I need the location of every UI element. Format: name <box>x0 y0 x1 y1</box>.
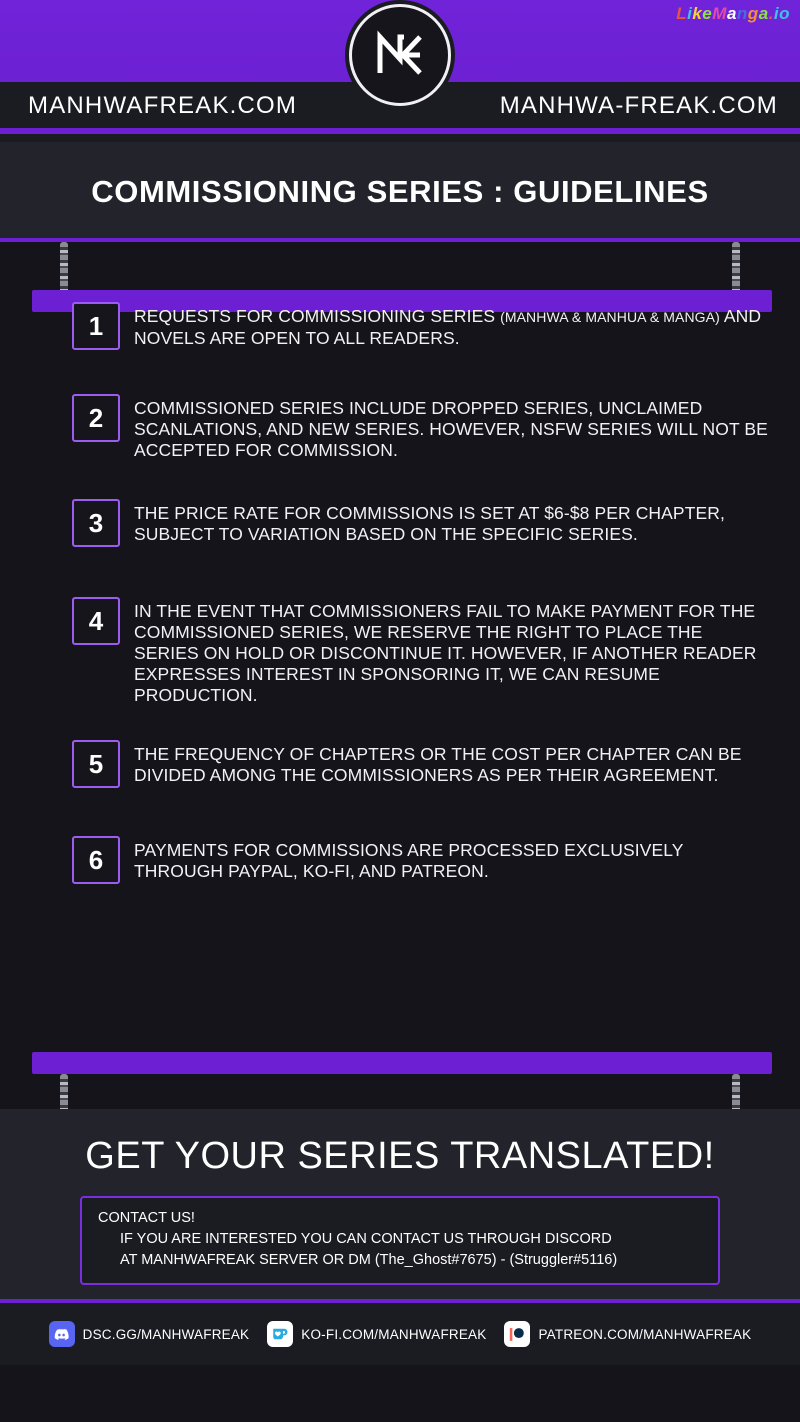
item-number: 5 <box>72 740 120 788</box>
contact-box <box>80 1196 720 1285</box>
item-text-part-2: AND NOVELS ARE OPEN TO ALL READERS. <box>134 306 762 348</box>
item-text: THE FREQUENCY OF CHAPTERS OR THE COST PER CHAPTER CAN BE DIVIDED AMONG THE COMMISSIONERS AS PER THEIR AGREEMENT. <box>134 744 742 785</box>
list-item <box>72 740 772 788</box>
cta-section <box>0 1109 800 1303</box>
page-title: COMMISSIONING SERIES : GUIDELINES <box>91 174 709 209</box>
item-number: 3 <box>72 499 120 547</box>
discord-icon <box>49 1321 75 1347</box>
social-label-patreon: PATREON.COM/MANHWAFREAK <box>538 1326 752 1342</box>
list-item <box>72 302 772 350</box>
item-text: COMMISSIONED SERIES INCLUDE DROPPED SERIES, UNCLAIMED SCANLATIONS, AND NEW SERIES. HOWEVER, NSFW SERIES WILL NOT BE ACCEPTED FOR COMMISSION. <box>134 398 768 460</box>
list-item <box>72 499 772 547</box>
social-label-discord: DSC.GG/MANHWAFREAK <box>82 1326 250 1342</box>
cta-accent-rule <box>0 1299 800 1303</box>
manhwafreak-logo-icon <box>349 4 451 106</box>
social-link-patreon[interactable] <box>504 1321 751 1347</box>
item-text-part: REQUESTS FOR COMMISSIONING SERIES <box>134 306 501 326</box>
page-title-block <box>0 142 800 242</box>
item-number: 2 <box>72 394 120 442</box>
guidelines-body <box>0 242 800 1109</box>
social-link-kofi[interactable] <box>267 1321 486 1347</box>
contact-heading: CONTACT US! <box>98 1210 195 1226</box>
patreon-icon <box>504 1321 530 1347</box>
item-text: THE PRICE RATE FOR COMMISSIONS IS SET AT $6-$8 PER CHAPTER, SUBJECT TO VARIATION BASED ON THE SPECIFIC SERIES. <box>134 503 725 544</box>
social-footer <box>0 1303 800 1365</box>
social-link-discord[interactable] <box>49 1321 250 1347</box>
list-item <box>72 836 772 884</box>
item-number: 4 <box>72 597 120 645</box>
site-header <box>0 0 800 142</box>
item-text <box>134 302 772 349</box>
guidelines-list <box>0 242 800 884</box>
contact-line-2: AT MANHWAFREAK SERVER OR DM (The_Ghost#7675) - (Struggler#5116) <box>120 1252 618 1268</box>
item-number: 6 <box>72 836 120 884</box>
watermark: LikeManga.io <box>676 4 790 23</box>
item-number: 1 <box>72 302 120 350</box>
header-bottom-strip <box>0 134 800 142</box>
item-text-note: (MANHWA & MANHUA & MANGA) <box>500 309 720 325</box>
cta-title: GET YOUR SERIES TRANSLATED! <box>85 1135 715 1177</box>
kofi-icon <box>267 1321 293 1347</box>
list-item <box>72 394 772 461</box>
item-text: IN THE EVENT THAT COMMISSIONERS FAIL TO MAKE PAYMENT FOR THE COMMISSIONED SERIES, WE RESERVE THE RIGHT TO PLACE THE SERIES ON HOLD OR DISCONTINUE IT. HOWEVER, IF ANOTHER READER EXPRESSES INTEREST IN SPONSORING IT, WE CAN RESUME PRODUCTION. <box>134 601 757 705</box>
social-label-kofi: KO-FI.COM/MANHWAFREAK <box>301 1326 487 1342</box>
site-domain-right: MANHWA-FREAK.COM <box>499 92 778 119</box>
divider-bar-bottom <box>32 1052 772 1074</box>
item-text: PAYMENTS FOR COMMISSIONS ARE PROCESSED EXCLUSIVELY THROUGH PAYPAL, KO-FI, AND PATREON. <box>134 840 684 881</box>
contact-line-1: IF YOU ARE INTERESTED YOU CAN CONTACT US THROUGH DISCORD <box>120 1231 612 1247</box>
site-domain-left: MANHWAFREAK.COM <box>28 92 298 119</box>
list-item <box>72 597 772 706</box>
